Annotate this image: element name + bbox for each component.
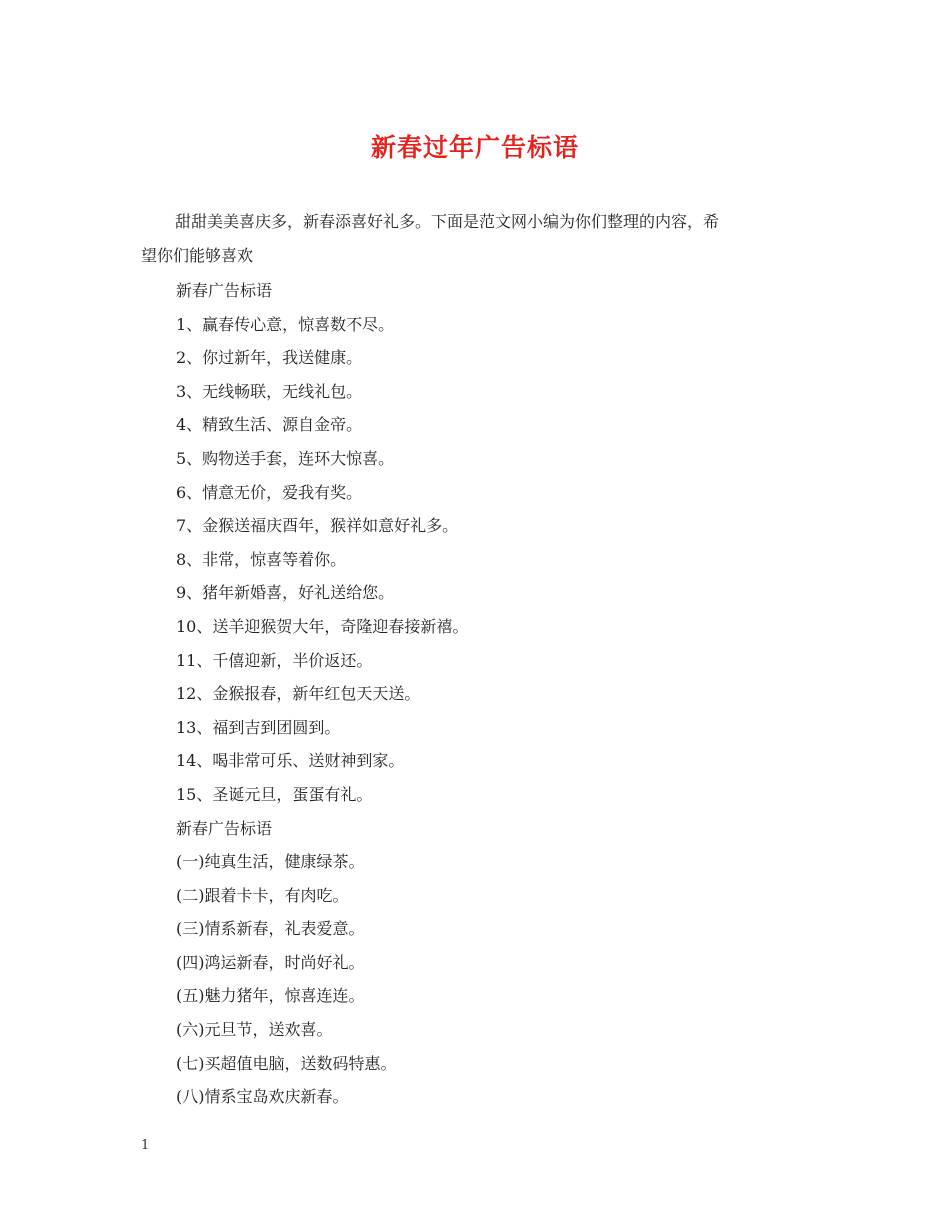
slogan-line: (六)元旦节，送欢喜。 xyxy=(176,1020,333,1040)
slogan-line: 13、福到吉到团圆到。 xyxy=(176,717,341,737)
page-title: 新春过年广告标语 xyxy=(370,133,579,162)
intro-paragraph xyxy=(141,205,813,273)
slogan-line: 7、金猴送福庆酉年，猴祥如意好礼多。 xyxy=(176,516,459,536)
slogan-line: 10、送羊迎猴贺大年，奇隆迎春接新禧。 xyxy=(176,616,469,636)
section-heading: 新春广告标语 xyxy=(176,281,273,300)
slogan-line: 1、赢春传心意，惊喜数不尽。 xyxy=(176,314,395,334)
slogan-line: 5、购物送手套，连环大惊喜。 xyxy=(176,448,395,468)
section-heading: 新春广告标语 xyxy=(176,818,273,838)
slogan-line: 2、你过新年，我送健康。 xyxy=(176,348,363,368)
slogan-line: 15、圣诞元旦，蛋蛋有礼。 xyxy=(176,784,373,804)
slogan-list xyxy=(176,274,468,1114)
slogan-line: (四)鸿运新春，时尚好礼。 xyxy=(176,952,365,972)
intro-line-2: 望你们能够喜欢 xyxy=(141,246,254,265)
intro-line-1: 甜甜美美喜庆多，新春添喜好礼多。下面是范文网小编为你们整理的内容，希 xyxy=(175,212,720,231)
page-number: 1 xyxy=(141,1138,150,1153)
slogan-line: (七)买超值电脑，送数码特惠。 xyxy=(176,1053,397,1073)
slogan-line: 4、精致生活、源自金帝。 xyxy=(176,415,363,435)
slogan-line: 8、非常，惊喜等着你。 xyxy=(176,549,347,569)
slogan-line: (三)情系新春，礼表爱意。 xyxy=(176,919,365,939)
slogan-line: 12、金猴报春，新年红包天天送。 xyxy=(176,684,421,704)
slogan-line: (八)情系宝岛欢庆新春。 xyxy=(176,1087,349,1107)
slogan-line: (二)跟着卡卡，有肉吃。 xyxy=(176,885,349,905)
slogan-line: 6、情意无价，爱我有奖。 xyxy=(176,482,363,502)
slogan-line: (五)魅力猪年，惊喜连连。 xyxy=(176,986,365,1006)
slogan-line: 9、猪年新婚喜，好礼送给您。 xyxy=(176,583,395,603)
slogan-line: 11、千僖迎新，半价返还。 xyxy=(176,650,373,670)
slogan-line: (一)纯真生活，健康绿茶。 xyxy=(176,852,365,872)
slogan-line: 3、无线畅联，无线礼包。 xyxy=(176,381,363,401)
slogan-line: 14、喝非常可乐、送财神到家。 xyxy=(176,751,405,771)
